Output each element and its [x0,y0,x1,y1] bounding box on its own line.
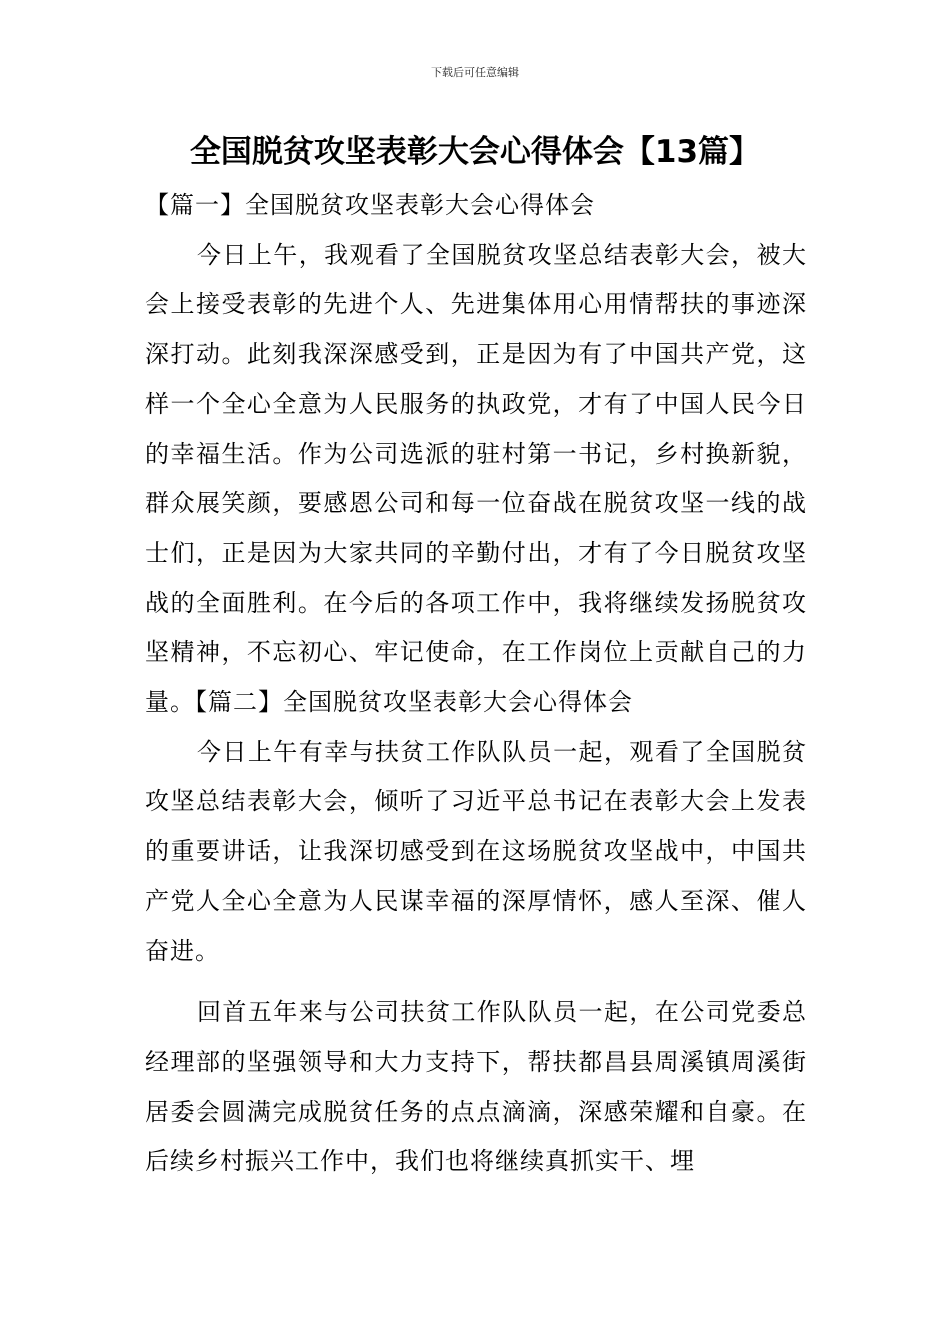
document-body [145,181,807,1187]
header-note: 下载后可任意编辑 [431,66,519,79]
section-heading: 【篇一】全国脱贫攻坚表彰大会心得体会 [145,191,595,219]
body-paragraph: 回首五年来与公司扶贫工作队队员一起，在公司党委总经理部的坚强领导和大力支持下，帮扶都昌县周溪镇周溪街居委会圆满完成脱贫任务的点点滴滴，深感荣耀和自豪。在后续乡村振兴工作中，我们也将继续真抓实干、埋 [145,998,807,1176]
body-paragraph: 今日上午有幸与扶贫工作队队员一起，观看了全国脱贫攻坚总结表彰大会，倾听了习近平总书记在表彰大会上发表的重要讲话，让我深切感受到在这场脱贫攻坚战中，中国共产党人全心全意为人民谋幸福的深厚情怀，感人至深、催人奋进。 [145,737,807,965]
document-title: 全国脱贫攻坚表彰大会心得体会【13篇】 [189,134,761,170]
body-paragraph: 今日上午，我观看了全国脱贫攻坚总结表彰大会，被大会上接受表彰的先进个人、先进集体用心用情帮扶的事迹深深打动。此刻我深深感受到，正是因为有了中国共产党，这样一个全心全意为人民服务的执政党，才有了中国人民今日的幸福生活。作为公司选派的驻村第一书记，乡村换新貌，群众展笑颜，要感恩公司和每一位奋战在脱贫攻坚一线的战士们，正是因为大家共同的辛勤付出，才有了今日脱贫攻坚战的全面胜利。在今后的各项工作中，我将继续发扬脱贫攻坚精神，不忘初心、牢记使命，在工作岗位上贡献自己的力量。【篇二】全国脱贫攻坚表彰大会心得体会 [145,240,807,717]
